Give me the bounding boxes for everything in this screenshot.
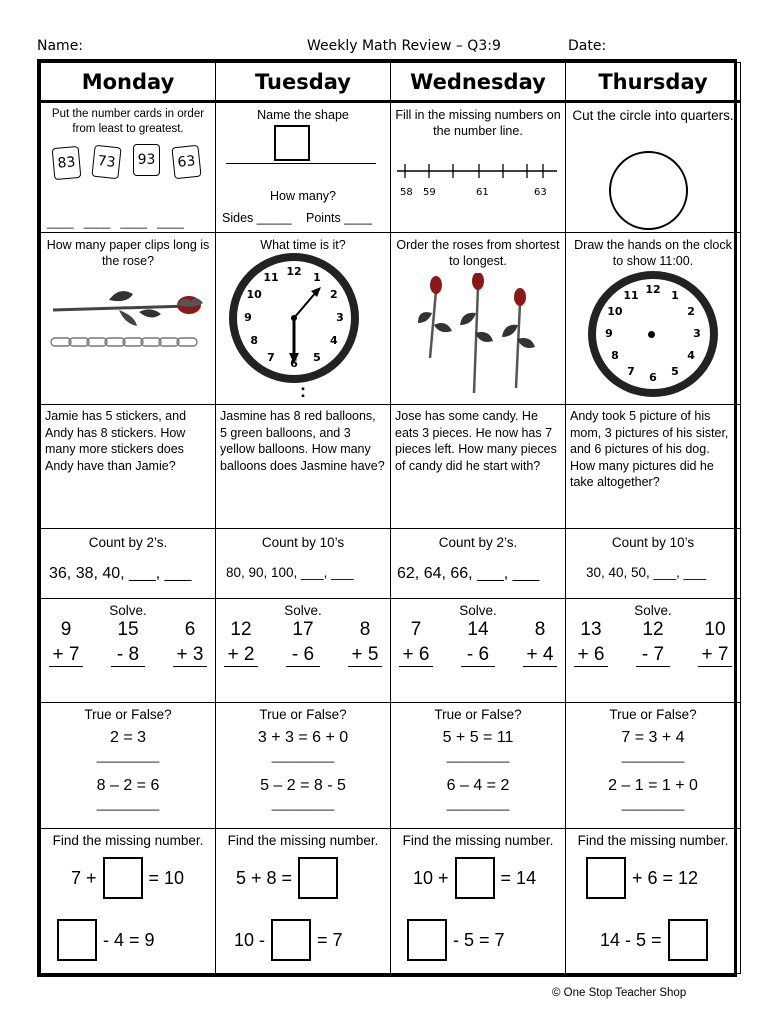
equation-part: = 7 [317,929,343,950]
clock-numeral: 5 [313,350,321,364]
tf-equation: 2 = 3 [109,729,147,746]
clock-numeral: 12 [645,283,661,296]
word-problem-text: Jasmine has 8 red balloons, 5 green balloons, and 3 yellow balloons. How many balloons does Jasmine have? [220,409,385,473]
clock-numeral: 10 [607,305,623,318]
tue-time-question: What time is it? [260,238,346,252]
clock-numeral: 8 [611,349,619,362]
count-sequence: 62, 64, 66, ___, ___ [397,565,540,582]
mon-number-cards [41,102,216,233]
addend: 13 [580,619,602,640]
equation-part: - 5 = 7 [453,929,505,950]
tue-word-problem [216,405,391,529]
clock-numeral: 1 [671,288,679,302]
number-line [397,161,559,185]
count-title: Count by 10’s [611,535,695,550]
tick-label: 61 [476,187,489,198]
thu-clock-question: Draw the hands on the clock to show 11:00. [574,238,732,268]
wed-word-problem [391,405,566,529]
answer-box[interactable] [586,857,626,899]
number-card: 73 [91,145,121,180]
thu-circle-quarters [566,102,741,233]
clock-numeral: 4 [330,334,338,347]
clock-numeral: 2 [687,305,695,318]
addend: 10 [704,619,726,640]
tf-blank: _________ [446,749,510,763]
answer-box[interactable] [407,919,447,961]
clock-center-dot [648,331,655,338]
answer-box[interactable] [103,857,143,899]
missing-title: Find the missing number. [227,833,379,848]
clock-numeral: 11 [263,271,279,285]
operand: - 7 [636,644,670,667]
square-shape [274,125,310,161]
tick-label: 63 [534,187,547,198]
tue-missing-number [216,829,391,974]
clock-numeral: 7 [267,350,275,364]
tf-title: True or False? [609,707,697,722]
mon-true-false [41,703,216,829]
answer-box[interactable] [455,857,495,899]
clock-numeral: 6 [649,371,657,384]
addend: 14 [467,619,489,640]
operand: + 5 [348,644,382,667]
tf-blank: _________ [96,749,160,763]
mon-solve [41,599,216,703]
clock-numeral: 3 [693,327,701,340]
clock-numeral: 6 [290,357,298,370]
day-thursday: Thursday [566,63,741,102]
tf-equation: 5 + 5 = 11 [442,729,514,746]
how-many-label: How many? [270,189,336,203]
tf-equation: 7 = 3 + 4 [621,729,685,746]
thu-circle-instruction: Cut the circle into quarters. [572,108,734,123]
addend: 8 [534,619,546,640]
answer-box[interactable] [298,857,338,899]
tf-equation: 8 – 2 = 6 [96,777,160,794]
addend: 8 [359,619,371,640]
day-tuesday: Tuesday [216,63,391,102]
operand: + 7 [698,644,732,667]
name-label: Name: [37,38,84,54]
clock-numeral: 3 [336,311,344,324]
clock-numeral: 1 [313,271,321,285]
tf-equation: 5 – 2 = 8 - 5 [260,777,346,794]
mon-word-problem [41,405,216,529]
addend: 15 [117,619,139,640]
solve-title: Solve. [284,603,322,618]
clock-numeral: 5 [671,365,679,379]
count-title: Count by 2’s. [88,535,168,550]
tick-label: 59 [423,187,436,198]
clock-numeral: 2 [330,288,338,301]
tf-equation: 6 – 4 = 2 [446,777,510,794]
thu-true-false [566,703,741,829]
thu-word-problem [566,405,741,529]
time-colon: : [300,381,306,401]
word-problem-text: Jose has some candy. He eats 3 pieces. He now has 7 pieces left. How many pieces of candy did he start with? [395,409,557,473]
wed-true-false [391,703,566,829]
date-label: Date: [568,38,607,54]
tf-equation: 3 + 3 = 6 + 0 [257,729,349,746]
operand: + 3 [173,644,207,667]
circle-shape [609,151,688,230]
tue-name-shape [216,102,391,233]
wed-order-roses [391,233,566,405]
solve-title: Solve. [109,603,147,618]
mon-clip-question: How many paper clips long is the rose? [46,238,210,268]
clock-numeral: 8 [250,334,258,347]
copyright-footer: © One Stop Teacher Shop [552,987,687,999]
answer-box[interactable] [271,919,311,961]
day-monday: Monday [41,63,216,102]
missing-title: Find the missing number. [52,833,204,848]
roses-illustration [416,273,546,398]
addend: 17 [292,619,314,640]
addend: 6 [184,619,196,640]
tue-shape-instruction: Name the shape [257,108,349,122]
operand: + 7 [49,644,83,667]
equation-part: 7 + [71,867,97,888]
tf-title: True or False? [84,707,172,722]
equation-part: 10 - [234,929,266,950]
tue-count [216,529,391,599]
wed-line-instruction: Fill in the missing numbers on the number line. [395,108,561,138]
addend: 12 [230,619,252,640]
solve-title: Solve. [459,603,497,618]
answer-box[interactable] [668,919,708,961]
operand: - 6 [286,644,320,667]
count-title: Count by 2’s. [438,535,518,550]
count-sequence: 36, 38, 40, ___, ___ [49,565,192,582]
missing-title: Find the missing number. [402,833,554,848]
clock-numeral: 9 [605,327,613,340]
sides-label: Sides _____ [222,211,292,225]
clock-face-thu [588,271,718,397]
tf-blank: _________ [271,749,335,763]
count-sequence: 80, 90, 100, ___, ___ [226,565,354,580]
count-title: Count by 10’s [261,535,345,550]
thu-draw-hands [566,233,741,405]
operand: + 6 [399,644,433,667]
wed-count [391,529,566,599]
wed-rose-question: Order the roses from shortest to longest. [396,238,560,268]
tf-blank: _________ [621,797,685,811]
equation-part: - 4 = 9 [103,929,155,950]
wed-solve [391,599,566,703]
tick-label: 58 [400,187,413,198]
clock-numeral: 7 [627,365,635,379]
clock-numeral: 11 [623,288,639,302]
tf-blank: _________ [271,797,335,811]
tue-solve [216,599,391,703]
clock-numeral: 10 [246,288,262,301]
addend: 7 [410,619,422,640]
number-card: 63 [171,145,201,180]
mon-missing-number [41,829,216,974]
operand: + 6 [574,644,608,667]
worksheet-title: Weekly Math Review – Q3:9 [307,38,501,54]
equation-part: 10 + [413,867,449,888]
solve-title: Solve. [634,603,672,618]
tf-title: True or False? [434,707,522,722]
thu-missing-number [566,829,741,974]
mon-cards-instruction: Put the number cards in order from least to greatest. [51,108,205,135]
equation-part: = 14 [500,867,537,888]
thu-solve [566,599,741,703]
shape-name-line [226,163,376,164]
tue-true-false [216,703,391,829]
clock-numeral: 12 [286,265,302,278]
operand: - 8 [111,644,145,667]
missing-title: Find the missing number. [577,833,729,848]
wed-missing-number [391,829,566,974]
word-problem-text: Jamie has 5 stickers, and Andy has 8 stickers. How many more stickers does Andy have than Jamie? [45,409,187,473]
tue-what-time [216,233,391,405]
answer-box[interactable] [57,919,97,961]
addend: 9 [60,619,72,640]
number-card: 83 [52,146,82,180]
operand: + 4 [523,644,557,667]
mon-paperclips [41,233,216,405]
clock-numeral: 9 [244,311,252,324]
rose-illustration [49,288,209,358]
day-wednesday: Wednesday [391,63,566,102]
equation-part: = 10 [148,867,185,888]
worksheet-grid [37,59,737,977]
addend: 12 [642,619,664,640]
operand: + 2 [224,644,258,667]
count-sequence: 30, 40, 50, ___, ___ [586,565,707,580]
tf-blank: _________ [446,797,510,811]
clock-numeral: 4 [687,349,695,362]
number-card: 93 [133,144,160,176]
equation-part: 5 + 8 = [236,867,293,888]
tf-equation: 2 – 1 = 1 + 0 [608,777,698,794]
equation-part: + 6 = 12 [632,867,699,888]
answer-blanks: ____ ____ ____ ____ [47,215,184,229]
operand: - 6 [461,644,495,667]
word-problem-text: Andy took 5 picture of his mom, 3 pictures of his sister, and 6 pictures of his dog. How many pictures did he take altogether? [570,409,729,489]
tf-blank: _________ [621,749,685,763]
equation-part: 14 - 5 = [600,929,662,950]
tf-title: True or False? [259,707,347,722]
mon-count [41,529,216,599]
clock-face-tue [229,253,359,383]
thu-count [566,529,741,599]
points-label: Points ____ [306,211,373,225]
tf-blank: _________ [96,797,160,811]
wed-number-line [391,102,566,233]
